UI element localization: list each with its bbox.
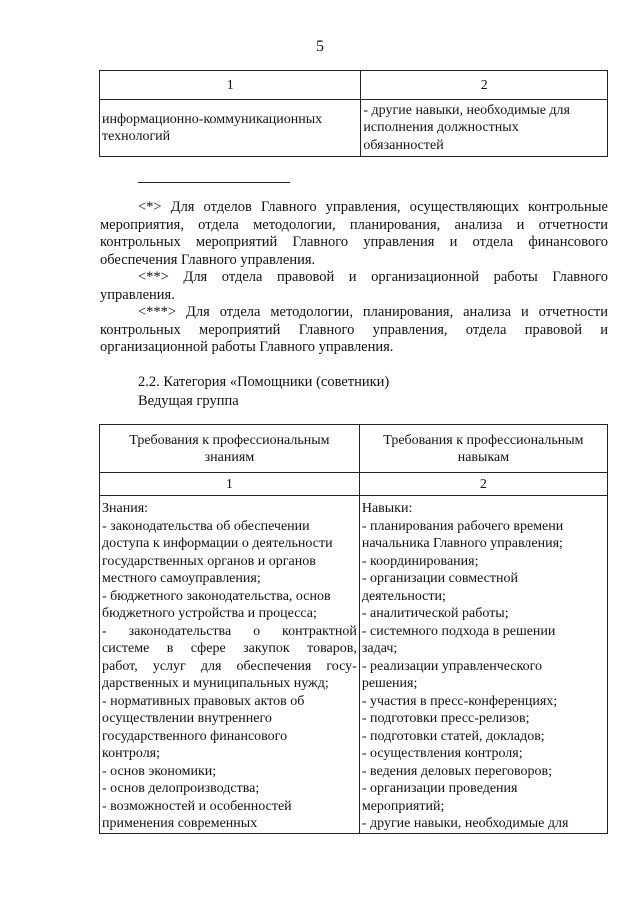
skills-list-cell [359,496,607,834]
list-item: - подготовки статей, докладов; [361,728,545,744]
list-item: - законодательства об обеспечении [102,518,310,534]
footnote-line: <**> Для отдела правовой и организационной работы Главного [138,269,608,285]
list-item: - возможностей и особенностей [102,798,292,814]
cell-line: - другие навыки, необходимые для [363,102,570,118]
list-item: Знания: [102,501,149,516]
list-item: - подготовки пресс-релизов; [361,711,530,726]
table-row [100,100,608,157]
list-item: осуществлении внутреннего [102,711,272,726]
list-item: - другие навыки, необходимые для [361,816,569,831]
list-item: решения; [361,676,418,691]
list-item: - аналитической работы; [361,606,509,621]
list-item: доступа к информации о деятельности [102,536,333,551]
footnote-separator [138,182,290,183]
footnote-line: контрольных мероприятий Главного управления и отдела финансового [100,234,608,250]
section-heading: 2.2. Категория «Помощники (советники) [138,374,390,390]
list-item: - законодательства о контрактной [102,623,357,639]
column-number-2: 2 [359,473,607,496]
footnote-1 [100,199,608,269]
cell-line: технологий [102,129,171,144]
list-item: - ведения деловых переговоров; [361,763,552,779]
footnote-line: организационной работы Главного управления. [100,339,394,355]
section-heading-block [138,373,389,411]
knowledge-list-cell [100,496,360,834]
header-skills: Требования к профессиональным навыкам [359,425,607,473]
cell-line: информационно-коммуникационных [102,111,323,127]
list-item: начальника Главного управления; [361,536,563,551]
table-header-row [100,425,608,473]
cell-line: обязанностей [363,137,444,153]
list-item: - участия в пресс-конференциях; [361,693,558,709]
list-item: государственного финансового [102,728,288,744]
list-item: дарственных и муниципальных нужд; [102,676,329,691]
table-number-row [100,71,608,100]
footnote-line: обеспечения Главного управления. [100,251,316,268]
table-number-row [100,473,608,496]
list-item: - бюджетного законодательства, основ [102,588,331,604]
list-item: - организации совместной [361,571,518,586]
list-item: мероприятий; [361,798,445,814]
page-number: 5 [316,38,324,55]
list-item: - реализации управленческого [361,658,543,674]
footnote-line: управления. [100,286,175,303]
list-item: деятельности; [361,588,446,604]
column-number-2: 2 [361,71,608,100]
column-number-1: 1 [100,473,360,496]
footnote-line: <*> Для отделов Главного управления, осуществляющих контрольные [138,199,608,215]
group-heading: Ведущая группа [138,393,239,409]
list-item: - организации проведения [361,781,518,796]
list-item: - координирования; [361,553,479,569]
list-item: - осуществления контроля; [361,746,523,761]
footnote-line: <***> Для отдела методологии, планирования, анализа и отчетности [138,304,608,320]
list-item: бюджетного устройства и процесса; [102,606,317,621]
cell-line: исполнения должностных [363,120,519,136]
header-knowledge: Требования к профессиональным знаниям [100,425,360,473]
list-item: задач; [361,641,398,656]
list-item: - нормативных правовых актов об [102,693,305,709]
list-item: - основ экономики; [102,763,217,779]
list-item: государственных органов и органов [102,553,316,569]
continued-requirements-table [99,70,608,157]
list-item: системе в сфере закупок товаров, [102,641,357,656]
table-row [100,496,608,834]
footnote-line: контрольных мероприятий Главного управления, отдела правовой и [100,321,608,338]
requirements-table [99,424,608,834]
list-item: применения современных [102,816,258,831]
footnote-line: мероприятия, отдела методологии, планирования, анализа и отчетности [100,216,608,233]
list-item: - системного подхода в решении [361,623,556,639]
list-item: работ, услуг для обеспечения госу- [102,658,357,674]
footnote-2 [100,269,608,304]
column-number-1: 1 [100,71,361,100]
knowledge-cell [100,100,361,157]
footnote-3 [100,304,608,357]
list-item: Навыки: [361,501,413,516]
list-item: контроля; [102,746,161,761]
list-item: - планирования рабочего времени [361,518,564,534]
footnotes [100,199,608,357]
list-item: местного самоуправления; [102,571,261,586]
skills-cell [361,100,608,157]
list-item: - основ делопроизводства; [102,781,260,796]
